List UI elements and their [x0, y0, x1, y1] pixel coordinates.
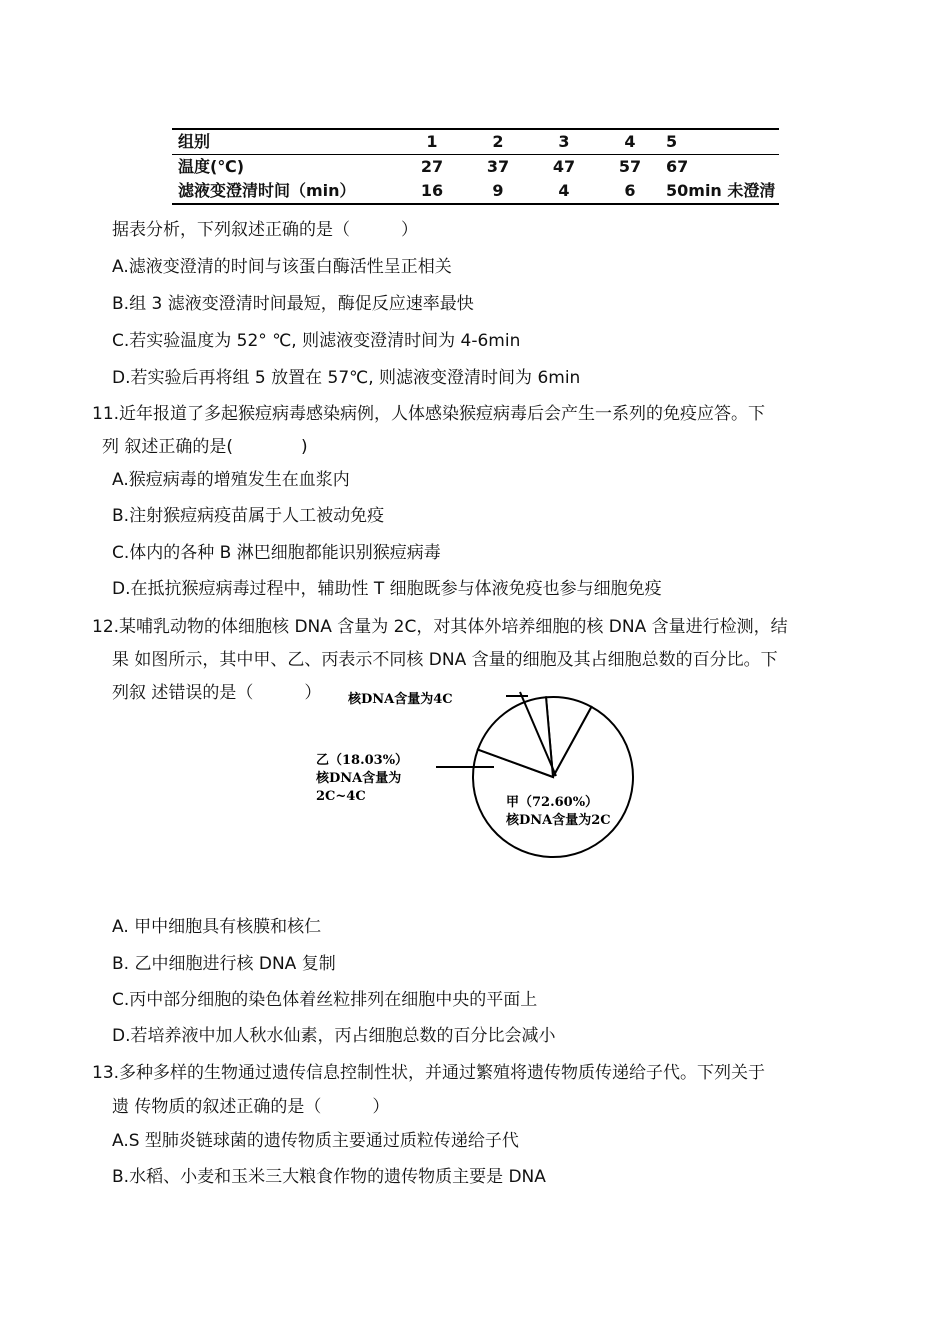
option-c: C.体内的各种 B 淋巴细胞都能识别猴痘病毒 [112, 543, 441, 563]
table-cell: 9 [462, 179, 528, 204]
yi-label-line2: 核DNA含量为 [316, 771, 402, 786]
question-stem: 据表分析，下列叙述正确的是（ ） [112, 220, 418, 240]
option-a: A.滤液变澄清的时间与该蛋白酶活性呈正相关 [112, 257, 452, 277]
pie-chart [0, 690, 950, 910]
question-stem: 列 叙述正确的是( ) [102, 437, 308, 457]
table-cell: 67 [666, 157, 689, 176]
table-cell: 16 [396, 179, 462, 204]
table-cell: 组别 [172, 129, 396, 155]
option-d: D.若培养液中加人秋水仙素，丙占细胞总数的百分比会减小 [112, 1026, 556, 1046]
question-stem: 列叙 述错误的是（ ） [112, 683, 322, 703]
table-cell: 5 [660, 129, 779, 155]
table-cell: 温度(℃) [178, 157, 245, 176]
table-cell: 37 [486, 157, 510, 176]
bing-label: 核DNA含量为4C [348, 692, 453, 707]
option-a: A.猴痘病毒的增殖发生在血浆内 [112, 470, 350, 490]
table-cell: 4 [594, 129, 660, 155]
table-cell: 滤液变澄清时间（min） [172, 179, 396, 204]
option-c: C.丙中部分细胞的染色体着丝粒排列在细胞中央的平面上 [112, 990, 538, 1010]
table-cell: 50min 未澄清 [660, 179, 779, 204]
question-stem: 13.多种多样的生物通过遗传信息控制性状，并通过繁殖将遗传物质传递给子代。下列关于 [92, 1063, 766, 1083]
option-d: D.若实验后再将组 5 放置在 57℃, 则滤液变澄清时间为 6min [112, 368, 581, 388]
option-a: A.S 型肺炎链球菌的遗传物质主要通过质粒传递给子代 [112, 1131, 519, 1151]
table-cell: 3 [528, 129, 594, 155]
table-cell: 27 [420, 157, 444, 176]
question-stem: 遗 传物质的叙述正确的是（ ） [112, 1097, 390, 1117]
option-b: B.组 3 滤液变澄清时间最短，酶促反应速率最快 [112, 294, 474, 314]
option-d: D.在抵抗猴痘病毒过程中，辅助性 T 细胞既参与体液免疫也参与细胞免疫 [112, 579, 662, 599]
table-row [172, 179, 779, 204]
table-cell: 1 [396, 129, 462, 155]
table-cell: 2 [462, 129, 528, 155]
yi-label-line1: 乙（18.03%） [316, 753, 409, 768]
jia-label-line1: 甲（72.60%） [506, 795, 599, 810]
table-cell: 4 [528, 179, 594, 204]
jia-label-line2: 核DNA含量为2C [506, 813, 611, 828]
option-b: B.水稻、小麦和玉米三大粮食作物的遗传物质主要是 DNA [112, 1167, 546, 1187]
yi-label-line3: 2C~4C [316, 789, 366, 804]
question-stem: 11.近年报道了多起猴痘病毒感染病例，人体感染猴痘病毒后会产生一系列的免疫应答。下 [92, 404, 766, 424]
option-c: C.若实验温度为 52° ℃, 则滤液变澄清时间为 4-6min [112, 331, 521, 351]
table-cell: 6 [594, 179, 660, 204]
data-table [172, 128, 779, 205]
table-row [172, 155, 779, 180]
option-b: B.注射猴痘病疫苗属于人工被动免疫 [112, 506, 385, 526]
option-b: B. 乙中细胞进行核 DNA 复制 [112, 954, 336, 974]
question-stem: 12.某哺乳动物的体细胞核 DNA 含量为 2C，对其体外培养细胞的核 DNA 含量进行检测，结 [92, 617, 788, 637]
question-stem: 果 如图所示，其中甲、乙、丙表示不同核 DNA 含量的细胞及其占细胞总数的百分比。下 [112, 650, 778, 670]
table-cell: 47 [552, 157, 576, 176]
option-a: A. 甲中细胞具有核膜和核仁 [112, 917, 322, 937]
table-cell: 57 [618, 157, 642, 176]
table-row [172, 129, 779, 155]
